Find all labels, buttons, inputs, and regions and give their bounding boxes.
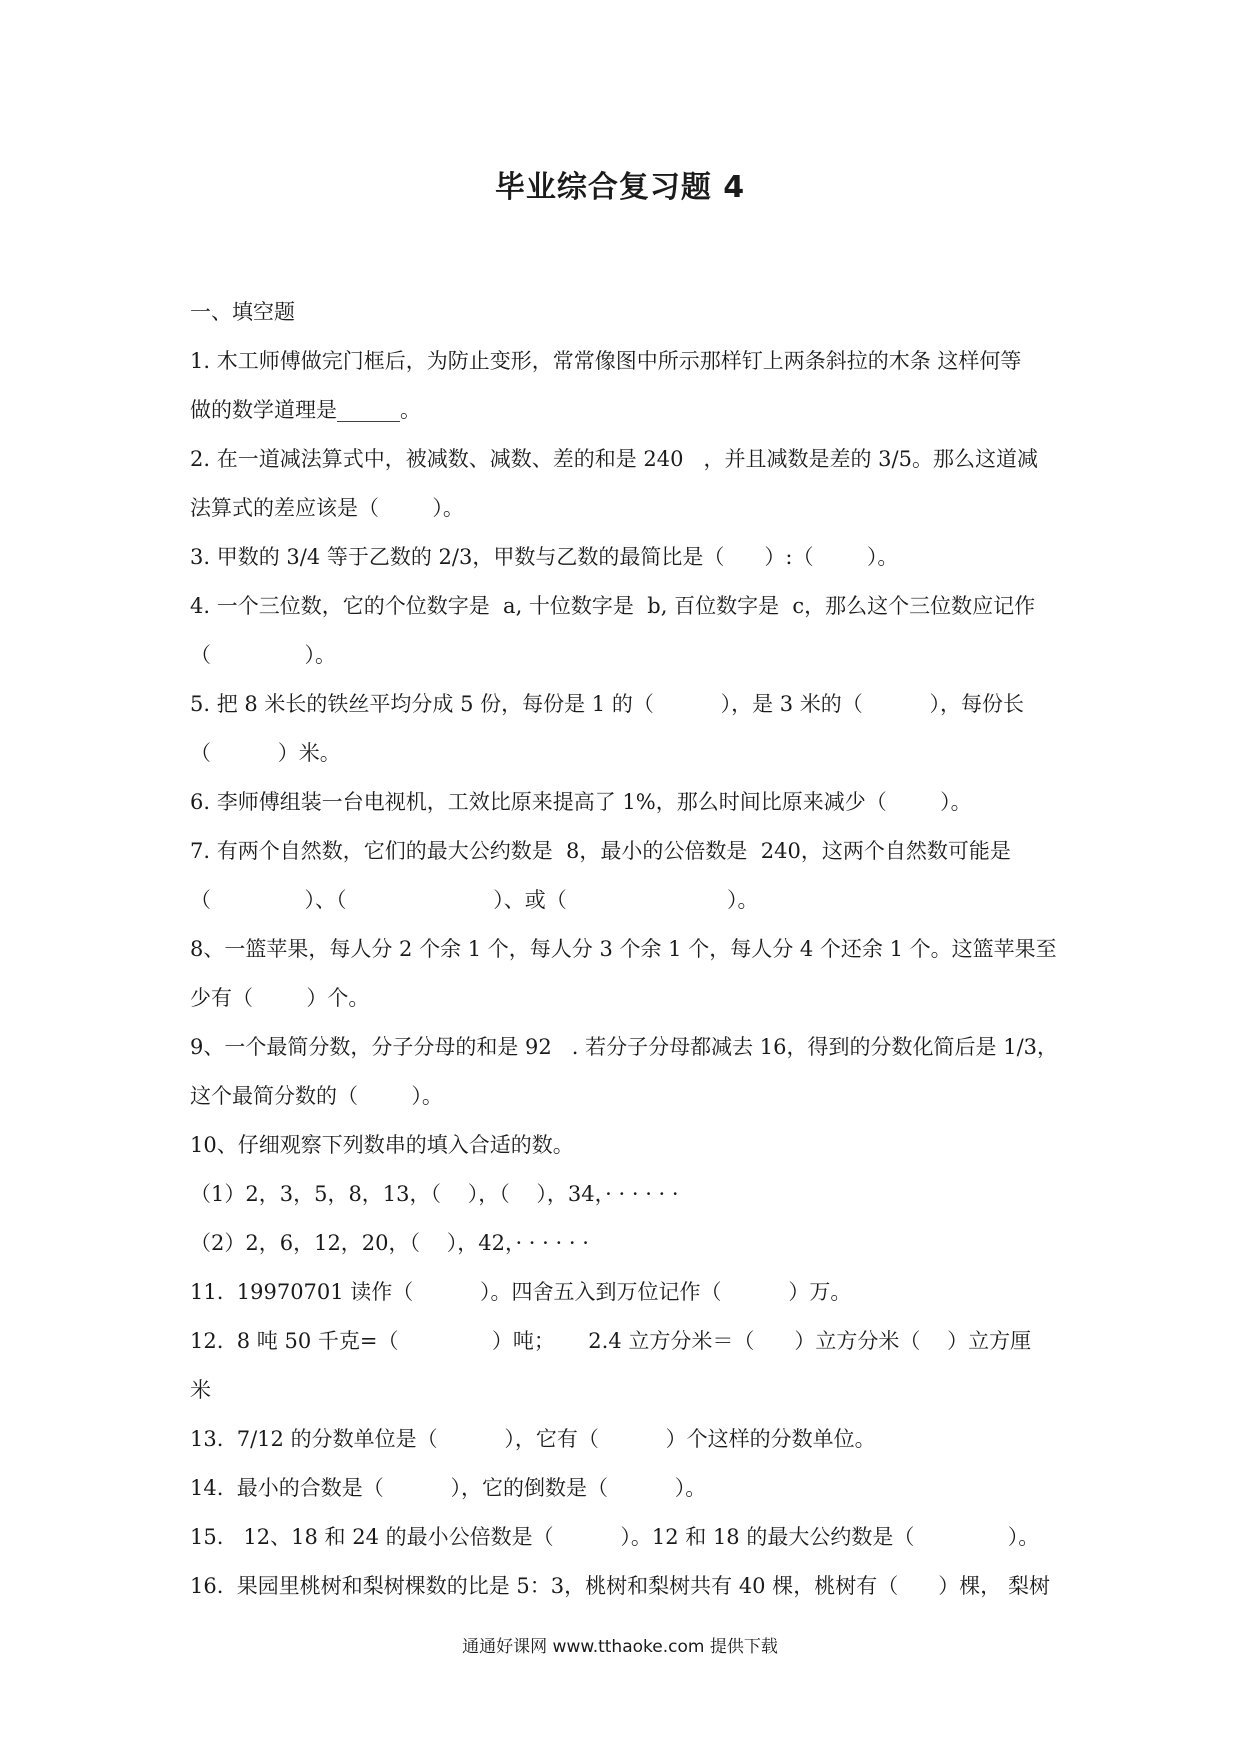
question-line: 6. 李师傅组装一台电视机，工效比原来提高了 1%，那么时间比原来减少（ ）。	[190, 790, 972, 814]
question-line: 3. 甲数的 3/4 等于乙数的 2/3，甲数与乙数的最简比是（ ）:（ ）。	[190, 545, 899, 569]
question-line: 4. 一个三位数，它的个位数字是 a, 十位数字是 b, 百位数字是 c，那么这个三位数应记作	[190, 594, 1036, 618]
question-line: 16. 果园里桃树和梨树棵数的比是 5：3，桃树和梨树共有 40 棵，桃树有（ ）棵， 梨树	[190, 1574, 1050, 1598]
question-line: （ ）。	[190, 643, 336, 667]
question-line: 1. 木工师傅做完门框后，为防止变形，常常像图中所示那样钉上两条斜拉的木条 这样何等	[190, 349, 1022, 373]
question-line: 14. 最小的合数是（ ），它的倒数是（ ）。	[190, 1476, 707, 1500]
question-line: 5. 把 8 米长的铁丝平均分成 5 份，每份是 1 的（ ），是 3 米的（ ），每份长	[190, 692, 1025, 716]
question-line: 11. 19970701 读作（ ）。四舍五入到万位记作（ ）万。	[190, 1280, 852, 1304]
question-line: （2）2，6，12，20，（ ），42，· · · · · ·	[190, 1231, 589, 1255]
question-line: （ ）、（ ）、或（ ）。	[190, 888, 759, 912]
question-line: （1）2，3，5，8，13，（ ），（ ），34，· · · · · ·	[190, 1182, 679, 1206]
document-title: 毕业综合复习题 4	[494, 170, 746, 205]
question-line: 9、一个最简分数，分子分母的和是 92 . 若分子分母都减去 16，得到的分数化简后是 1/3，	[190, 1035, 1059, 1059]
question-line: 做的数学道理是______。	[190, 398, 421, 422]
question-line: 这个最简分数的（ ）。	[190, 1084, 443, 1108]
document-body	[190, 288, 1060, 1611]
question-line: 10、仔细观察下列数串的填入合适的数。	[190, 1133, 574, 1157]
question-line: 7. 有两个自然数，它们的最大公约数是 8，最小的公倍数是 240，这两个自然数可能是	[190, 839, 1011, 863]
question-line: 少有（ ）个。	[190, 986, 370, 1010]
page-footer: 通通好课网 www.tthaoke.com 提供下载	[462, 1637, 778, 1657]
question-line: 12. 8 吨 50 千克=（ ）吨； 2.4 立方分米＝（ ）立方分米（ ）立方厘	[190, 1329, 1032, 1353]
question-line: 15. 12、18 和 24 的最小公倍数是（ ）。12 和 18 的最大公约数是（ ）。	[190, 1525, 1040, 1549]
question-line: 2. 在一道减法算式中，被减数、减数、差的和是 240 ，并且减数是差的 3/5。那么这道减	[190, 447, 1038, 471]
question-line: 法算式的差应该是（ ）。	[190, 496, 464, 520]
question-line: 8、一篮苹果，每人分 2 个余 1 个，每人分 3 个余 1 个，每人分 4 个还余 1 个。这篮苹果至	[190, 937, 1057, 961]
question-line: 13. 7/12 的分数单位是（ ），它有（ ）个这样的分数单位。	[190, 1427, 876, 1451]
question-line: （ ）米。	[190, 741, 341, 765]
section-heading: 一、填空题	[190, 300, 295, 324]
question-line: 米	[190, 1378, 211, 1402]
